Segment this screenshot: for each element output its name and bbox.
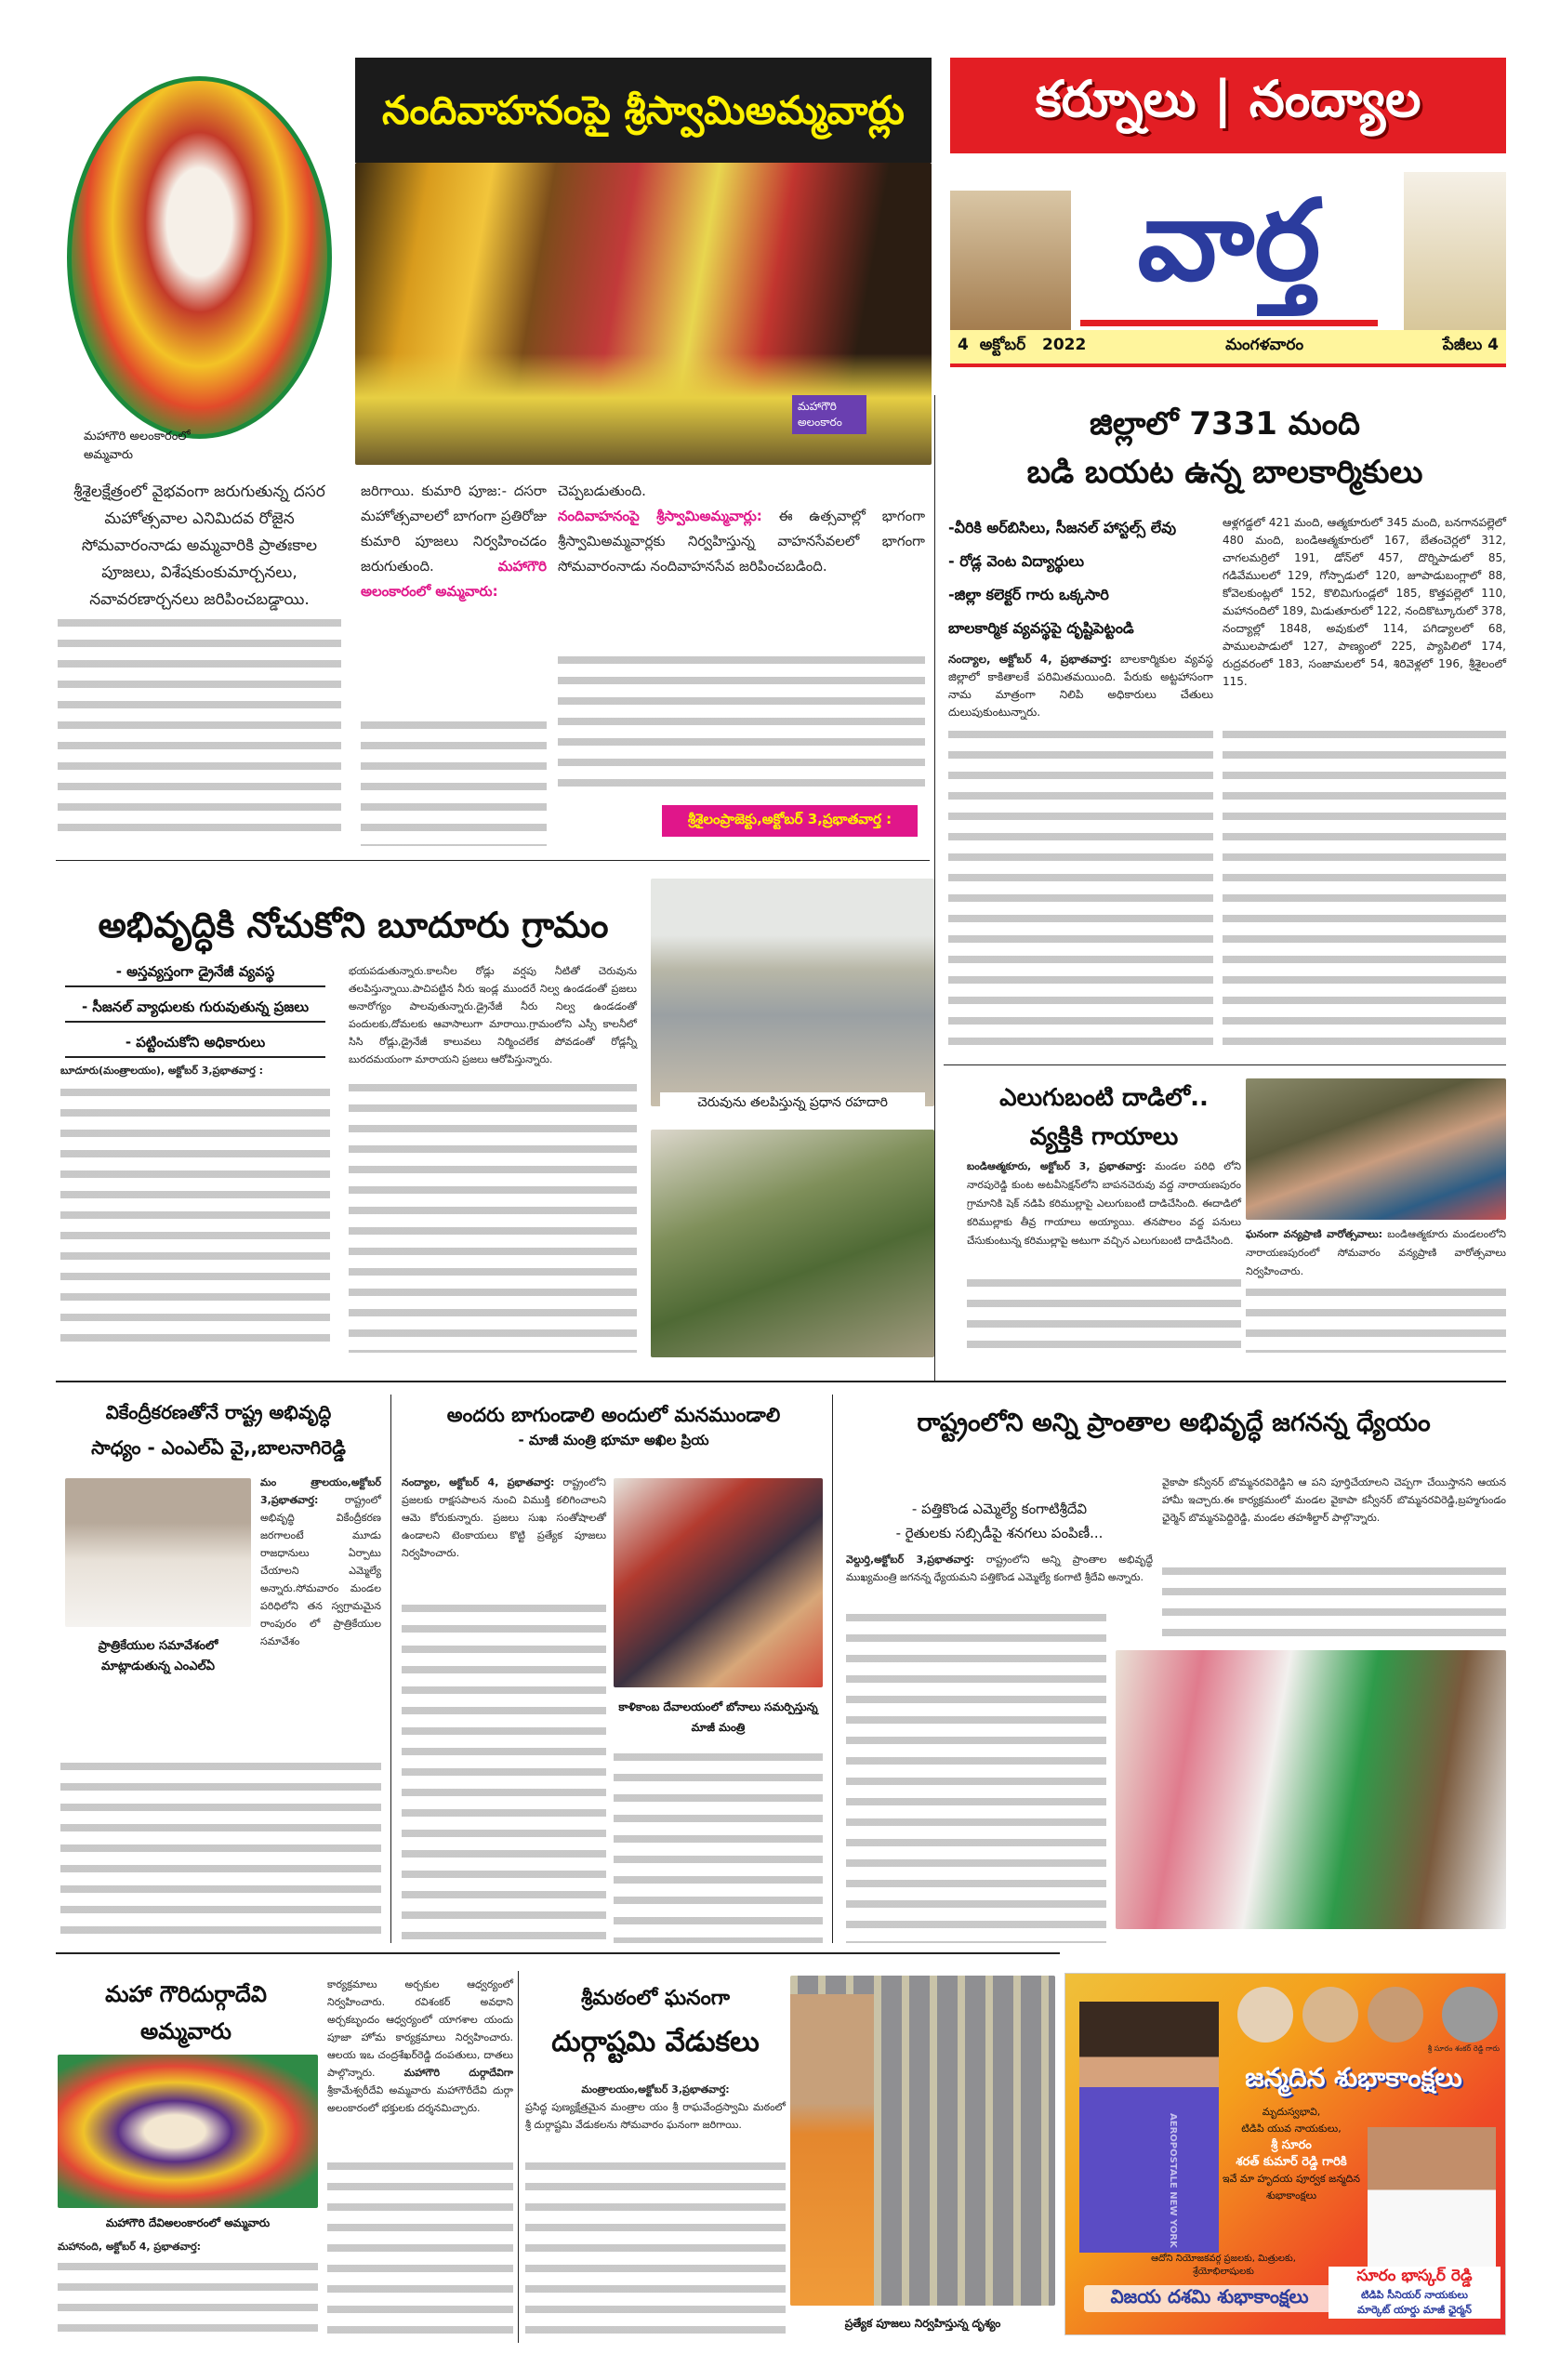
date-month: అక్టోబర్ — [979, 336, 1026, 354]
story3-headline: అభివృద్ధికి నోచుకోని బూదూరు గ్రామం — [98, 905, 609, 945]
mla-photo — [65, 1478, 251, 1627]
region-banner: కర్నూలు | నంద్యాల — [950, 58, 1506, 153]
flooded-road-caption: చెరువును తలపిస్తున్న ప్రధాన రహదారి — [660, 1092, 925, 1116]
ad-title: జన్మదిన శుభాకాంక్షలు — [1245, 2062, 1462, 2093]
divider — [944, 1064, 1506, 1065]
text-placeholder — [948, 725, 1213, 1051]
text-placeholder — [60, 1757, 381, 1943]
text-placeholder — [1162, 1562, 1506, 1641]
story1-headline: నందివాహనంపై శ్రీస్వామిఅమ్మవార్లు — [355, 58, 932, 163]
story2-lead: నంద్యాల, అక్టోబర్ 4, ప్రభాతవార్త: బాలకార్మికుల వ్యవస్థ జిల్లాలో కాకితాలకే పరిమితమయింది. పేరుకు అట్టహాసంగా నామ మాత్రంగా నిలిపి అధికారులు చేతులు దులుపుకుంటున్నారు. — [948, 653, 1213, 719]
text-placeholder — [361, 716, 547, 846]
ad-lines: మృదుస్వభావి, టిడిపి యువ నాయకులు, శ్రీ సూరం శరత్ కుమార్ రెడ్డి గారికి ఇవే మా హృదయ పూర్వక జన్మదిన శుభాకాంక్షలు — [1223, 2106, 1360, 2202]
masthead-logo-area — [950, 153, 1506, 330]
weekday: మంగళవారం — [1225, 336, 1304, 354]
seed-distribution-photo — [1116, 1650, 1506, 1929]
young-leader-photo — [1079, 2002, 1219, 2253]
divider — [390, 1395, 391, 1943]
story1-dateline: శ్రీశైలంప్రాజెక్టు,అక్టోబర్ 3,ప్రభాతవార్త : — [662, 805, 918, 837]
mahagauri-photo — [58, 2055, 318, 2208]
story5-headline: వికేంద్రీకరణతోనే రాష్ట్ర అభివృద్ధి సాధ్యం - ఎంఎల్ఏ వై,,బాలనాగిరెడ్డి — [91, 1401, 346, 1459]
story1-col3: చెప్పబడుతుంది. నందివాహనంపై శ్రీస్వామిఅమ్మవార్లు: ఈ ఉత్సవాల్లో భాగంగా శ్రీస్వామిఅమ్మవార్లకు నిర్వహిస్తున్న వాహనసేవలలో భాగంగా సోమవారంనాడు నందివాహనసేవ జరిపించబడింది. — [558, 483, 926, 575]
leader-photos — [1237, 1987, 1498, 2043]
story5-body: మం త్రాలయం,అక్టోబర్ 3,ప్రభాతవార్త: రాష్ట్రంలో అభివృద్ధి వికేంద్రీకరణ జరగాలంటే మూడు రాజధానులు ఏర్పాటు చేయాలని ఎమ్మెల్యే అన్నారు.సోమవారం మండల పరిధిలోని తన స్వగ్రామమైన రాంపురం లో ప్రాత్రికేయుల సమావేశం — [260, 1476, 381, 1647]
story1-col2-subhead: మహాగౌరి అలంకారంలో అమ్మవారు: — [361, 558, 547, 600]
story6-body: నంద్యాల, అక్టోబర్ 4, ప్రభాతవార్త: రాష్ట్రంలోని ప్రజలకు రాక్షసపాలన నుంచి విముక్తి కలిగించాలని ఆమె కోరుకున్నారు. ప్రజలు సుఖ సంతోషాలతో ఉండాలని టెంకాయలు కొట్టి ప్రత్యేక పూజలు నిర్వహించారు. — [402, 1476, 606, 1559]
story6-headline: అందరు బాగుండాలి అందులో మనముండాలి — [446, 1404, 781, 1426]
text-placeholder — [402, 1599, 606, 1943]
text-placeholder — [1223, 725, 1506, 1051]
text-placeholder — [967, 1274, 1241, 1353]
story8-dateline: మహానంది, అక్టోబర్ 4, ప్రభాతవార్త: — [58, 2241, 202, 2253]
story8-headline: మహా గౌరిదుర్గాదేవి అమ్మవారు — [105, 1981, 267, 2044]
divider — [56, 1381, 1506, 1382]
divider — [518, 1971, 519, 2343]
injured-leg-photo — [1246, 1078, 1506, 1220]
masthead — [950, 58, 1506, 369]
logo-underline — [1080, 320, 1378, 326]
story3-dateline: బూదూరు(మంత్రాలయం), అక్టోబర్ 3,ప్రభాతవార్త : — [60, 1064, 264, 1077]
date-day: 4 — [958, 336, 969, 354]
story1-col1: శ్రీశైలక్షేత్రంలో వైభవంగా జరుగుతున్న దసర మహోత్సవాల ఎనిమిదవ రోజైన సోమవారంనాడు అమ్మవారికి ప్రాతఃకాల పూజలు, విశేషకుంకుమార్చనలు, నవావరణార్చనలు జరిపించబడ్డాయి. — [73, 483, 325, 609]
leader-photo — [1237, 1987, 1293, 2043]
bonalu-photo — [614, 1478, 823, 1687]
mla-photo-caption: ప్రాత్రికేయుల సమావేశంలో మాట్లాడుతున్న ఎంఎల్ఏ — [98, 1639, 218, 1673]
story4-headline: ఎలుగుబంటి దాడిలో.. వ్యక్తికి గాయాలు — [999, 1084, 1209, 1151]
bonalu-caption: కాళికాంబ దేవాలయంలో బోనాలు సమర్పిస్తున్న మాజీ మంత్రి — [618, 1700, 818, 1734]
text-placeholder — [60, 1083, 330, 1353]
ad-sponsor: సూరం భాస్కర్ రెడ్డి టిడిపి సీనియర్ నాయకులు మార్కెట్ యార్డు మాజీ ఛైర్మన్ — [1329, 2267, 1501, 2319]
fort-image — [950, 191, 1071, 330]
text-placeholder — [58, 614, 341, 837]
story3-subheads: - అస్తవ్యస్తంగా డ్రైనేజీ వ్యవస్థ - సీజనల్ వ్యాధులకు గురువుతున్న ప్రజలు - పట్టించుకోని అధికారులు — [65, 958, 325, 1058]
text-placeholder — [58, 2257, 318, 2341]
vaarta-logo: వార్త — [1137, 177, 1321, 306]
story6-subhead: - మాజీ మంత్రి భూమా అఖిల ప్రియ — [518, 1432, 709, 1448]
story9-body: మంత్రాలయం,అక్టోబర్ 3,ప్రభాతవార్త: ప్రసిద్ధ పుణ్యక్షేత్రమైన మంత్రాల యం శ్రీ రాఘవేంద్రస్వామి మఠంలో శ్రీ దుర్గాష్టమి వేడుకలను సోమవారం ఘనంగా జరిగాయి. — [525, 2083, 786, 2131]
date-bar — [950, 330, 1506, 367]
shirt-text: AEROPOSTALE NEW YORK — [1168, 2113, 1178, 2248]
story2-district-counts: ఆళ్లగడ్డలో 421 మంది, ఆత్మకూరులో 345 మంది, బనగానపల్లెలో 480 మంది, బండిఆత్మకూరులో 167, బేతంచెర్లలో 312, చాగలమర్రిలో 191, డోన్‌లో 457, దొర్నిపాడులో 85, గడివేములలో 129, గోస్పాడులో 120, జూపాడుబంగ్లాలో 88, కోవెలకుంట్లలో 152, కొలిమిగుండ్లలో 185, కొత్తపల్లెలో 110, మహానందిలో 189, మిడుతూరులో 122, నందికొట్కూరులో 378, నంద్యాల్లో 1848, అవుకులో 114, పగిడ్యాలలో 68, పాములపాడులో 127, పాణ్యంలో 225, ప్యాపిలిలో 174, రుద్రవరంలో 183, సంజామలలో 54, శిరివెళ్లలో 196, శ్రీశైలంలో 115. — [1223, 516, 1506, 688]
birthday-advertisement — [1064, 1973, 1506, 2335]
sponsor-photo — [1368, 2127, 1496, 2267]
nandi-image — [1404, 172, 1506, 330]
durgashtami-photo — [790, 1976, 1055, 2306]
text-placeholder — [846, 1608, 1106, 1943]
portrait-caption: శ్రీ సూరం శంకర్ రెడ్డి గారు — [1427, 2044, 1500, 2053]
temple-procession-photo — [355, 163, 932, 465]
text-placeholder — [525, 2157, 786, 2338]
text-placeholder — [349, 1078, 637, 1353]
story7-subheads: - పత్తికొండ ఎమ్మెల్యే కంగాటిశ్రీదేవి - రైతులకు సబ్సిడీపై శనగలు పంపిణీ... — [895, 1501, 1104, 1541]
text-placeholder — [558, 651, 925, 790]
leader-photo — [1442, 1987, 1498, 2043]
divider — [832, 1395, 833, 1943]
priest-figure — [790, 1994, 874, 2306]
story2-headline: జిల్లాలో 7331 మంది బడి బయట ఉన్న బాలకార్మికులు — [1026, 405, 1423, 491]
story1-col3-subhead: నందివాహనంపై శ్రీస్వామిఅమ్మవార్లు: — [558, 508, 762, 524]
drainage-photo — [651, 1130, 934, 1357]
divider — [934, 395, 935, 1381]
story4-body: బండిఆత్మకూరు, అక్టోబర్ 3, ప్రభాతవార్త: మండల పరిధి లోని నారపురెడ్డి కుంట అటవీసెక్షన్‌లోని బాపనచెరువు వద్ద నారాయణపురం గ్రామానికి షెక్ నడిపి కరిముల్లాపై ఎలుగుబంటి దాడిచేసింది. ఈదాడిలో కరిముల్లాకు తీవ్ర గాయాలు అయ్యాయి. తనపొలం వద్ద పనులు చేసుకుంటున్న కరిముల్లాపై అటుగా వచ్చిన ఎలుగుబంటి దాడిచేసింది. — [967, 1160, 1241, 1247]
oval-photo-caption: మహాగౌరి అలంకారంలో అమ్మవారు — [84, 430, 191, 462]
text-placeholder — [327, 2157, 513, 2338]
page-count: పేజీలు 4 — [1442, 336, 1499, 354]
date-year: 2022 — [1042, 336, 1087, 354]
story3-body: భయపడుతున్నారు.కాలనీల రోడ్లు వర్షపు నీటితో చెరువును తలపిస్తున్నాయి.పాచిపట్టిన నీరు ఇండ్ల ముందరే నిల్వ ఉండడంతో ప్రజలు అనారోగ్యం పాలవుతున్నారు.డ్రైనేజీ నీరు నిల్వ ఉండడంతో పందులకు,దోమలకు ఆవాసాలుగా మారాయి.గ్రామంలోని ఎస్సీ కాలనీలో సిసి రోడ్లు,డ్రైనేజీ కాలువలు నిర్మించలేక పోవడంతో రోడ్లన్నీ బురదమయంగా మారాయని ప్రజలు ఆరోపిస్తున్నారు. — [349, 965, 637, 1065]
vijaya-dasami-wish: విజయ దశమి శుభాకాంక్షలు — [1084, 2285, 1335, 2312]
durgashtami-caption: ప్రత్యేక పూజలు నిర్వహిస్తున్న దృశ్యం — [844, 2317, 1001, 2330]
story8-body: కార్యక్రమాలు అర్చకుల ఆధ్వర్యంలో నిర్వహించారు. రవిశంకర్ అవధాని అర్చకబృందం ఆధ్వర్యంలో యాగశాల యందు పూజా హోమ కార్యక్రమాలు నిర్వహించారు. ఆలయ ఇఒ చంద్రశేఖర్‌రెడ్డి దంపతులు, దాతలు పాల్గొన్నారు. మహాగౌరి దుర్గాదేవిగా శ్రీకామేశ్వరీదేవి అమ్మవారు మహాగౌరీదేవి దుర్గా అలంకారంలో భక్తులకు దర్శనమిచ్చారు. — [327, 1978, 513, 2114]
divider — [56, 860, 930, 861]
divider — [56, 1952, 1060, 1954]
story1-col2: జరిగాయి. కుమారి పూజ:- దసరా మహోత్సవాలలో బాగంగా ప్రతిరోజు కుమారి పూజలు నిర్వహించడం జరుగుతుంది. మహాగౌరి అలంకారంలో అమ్మవారు: — [361, 483, 547, 600]
story9-headline: శ్రీమఠంలో ఘనంగా దుర్గాష్టమి వేడుకలు — [551, 1987, 760, 2058]
story7-right: వైకాపా కన్వీనర్ బొమ్మనరవిరెడ్డిని ఆ పని పూర్తిచేయాలని చెప్పగా చేయిస్తానని ఆయన హామీ ఇచ్చారు.ఈ కార్యక్రమంలో మండల వైకాపా కన్వీనర్ బొమ్మనరవిరెడ్డి,బ్రహ్మగుండం ఛైర్మెన్ బొమ్మనపెద్దిరెడ్డి, మండల తహశీల్దార్ పాల్గొన్నారు. — [1162, 1476, 1506, 1524]
story7-body: వెల్దుర్తి,అక్టోబర్ 3,ప్రభాతవార్త: రాష్ట్రంలోని అన్ని ప్రాంతాల అభివృద్ధే ముఖ్యమంత్రి జగనన్న ధ్యేయమని పత్తికొండ ఎమ్మెల్యే కంగాటి శ్రీదేవి అన్నారు. — [846, 1554, 1154, 1583]
goddess-oval-photo — [67, 76, 332, 439]
banner-sign: మహాగౌరి అలంకారం — [792, 395, 866, 434]
mahagauri-caption: మహాగౌరి దేవిఅలంకారంలో అమ్మవారు — [105, 2216, 271, 2229]
story4-side: ఘనంగా వన్యప్రాణి వారోత్సవాలు: బండిఆత్మకూరు మండలంలోని నారాయణపురంలో సోమవారం వన్యప్రాణి వారోత్సవాలు నిర్వహించారు. — [1246, 1228, 1507, 1277]
ad-greeting: ఆదోని నియోజకవర్గ ప్రజలకు, మిత్రులకు, శ్రేయోభిలాషులకు — [1151, 2254, 1296, 2277]
text-placeholder — [614, 1748, 823, 1943]
leader-photo — [1368, 1987, 1423, 2043]
flooded-road-photo — [651, 879, 934, 1106]
text-placeholder — [1246, 1283, 1506, 1353]
leader-photo — [1302, 1987, 1358, 2043]
story7-headline: రాష్ట్రంలోని అన్ని ప్రాంతాల అభివృద్ధే జగనన్న ధ్యేయం — [917, 1408, 1431, 1437]
story2-subheads: -వీరికి అర్‌బిసిలు, సీజనల్ హాస్టల్స్ లేవు - రోడ్ల వెంట విద్యార్థులు -జిల్లా కలెక్టర్ గారు ఒక్కసారి బాలకార్మిక వ్యవస్థపై దృష్టిపెట్టండి — [948, 519, 1177, 637]
